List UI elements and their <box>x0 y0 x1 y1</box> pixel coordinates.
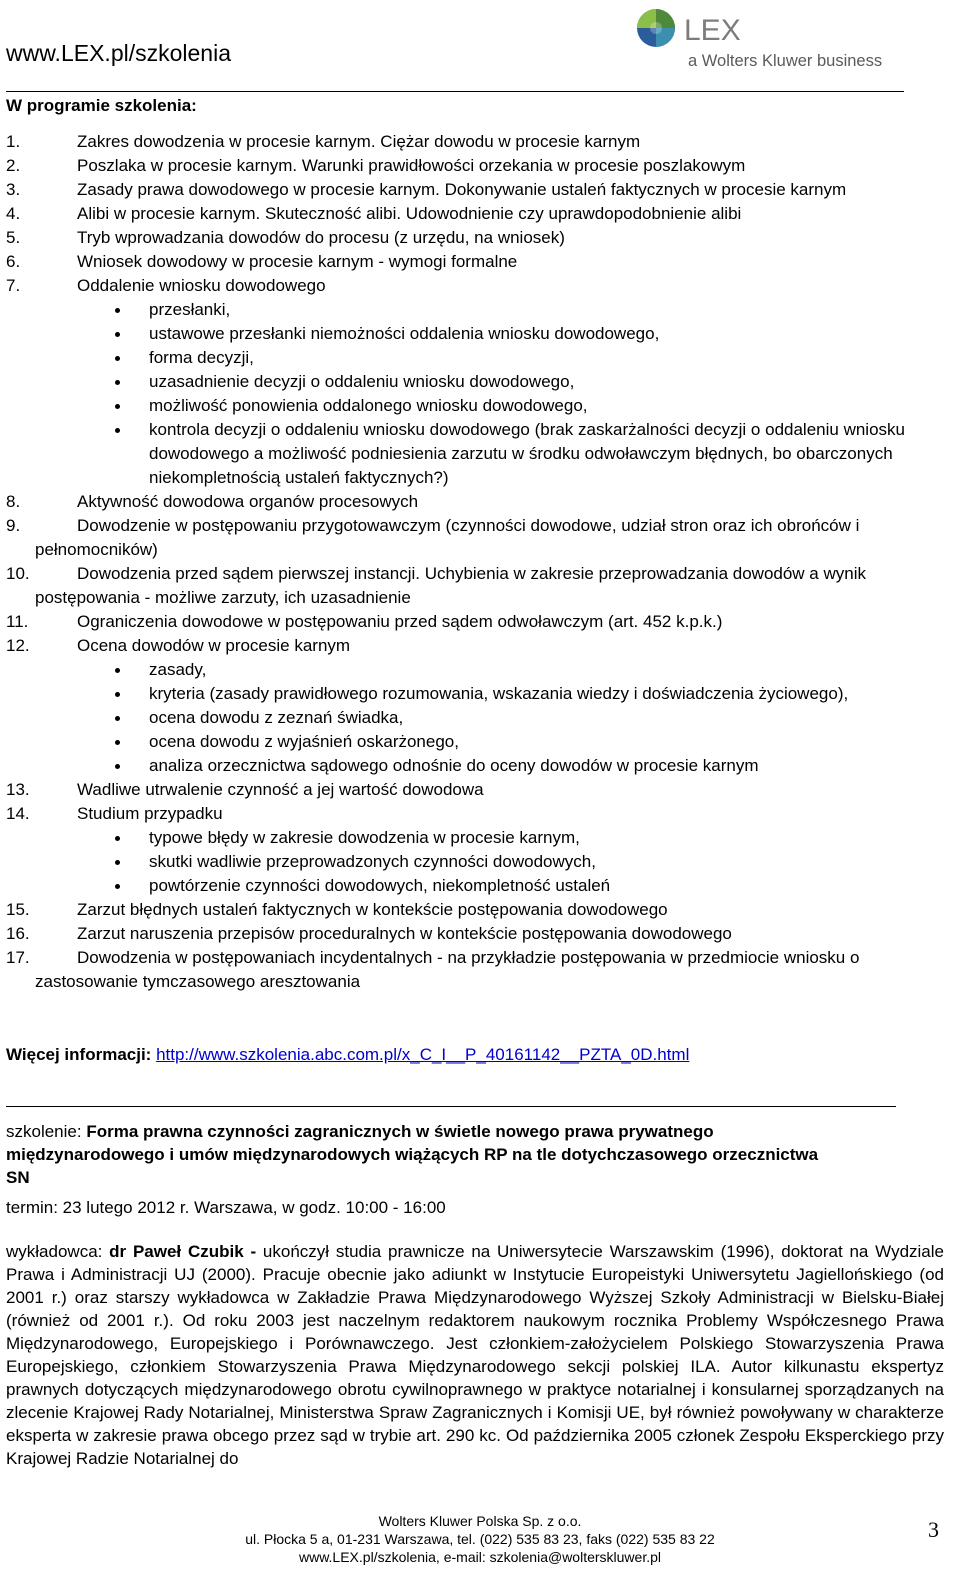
program-item-number: 7. <box>6 276 21 295</box>
bullet-icon <box>115 356 120 361</box>
course-heading <box>6 1120 836 1189</box>
footer-contact: www.LEX.pl/szkolenia, e-mail: szkolenia@wolterskluwer.pl <box>298 1549 662 1565</box>
program-item <box>6 514 956 562</box>
bullet-item <box>6 754 956 778</box>
lecturer-prefix: wykładowca: <box>6 1242 103 1261</box>
bullet-item <box>6 298 956 322</box>
bullet-icon <box>115 404 120 409</box>
logo-text: LEX <box>684 14 741 47</box>
bullet-icon <box>115 836 120 841</box>
bullet-text: kryteria (zasady prawidłowego rozumowania, wskazania wiedzy i doświadczenia życiowego), <box>149 684 849 703</box>
program-item-text: Tryb wprowadzania dowodów do procesu (z urzędu, na wniosek) <box>77 228 565 247</box>
lecturer-name: dr Paweł Czubik - <box>109 1242 257 1261</box>
bullet-text: forma decyzji, <box>149 348 254 367</box>
program-item-number: 3. <box>6 180 21 199</box>
bullet-item <box>6 346 956 370</box>
program-item-number: 4. <box>6 204 21 223</box>
bullet-item <box>6 826 956 850</box>
program-item-text: Wadliwe utrwalenie czynność a jej wartość dowodowa <box>77 780 484 799</box>
bullet-icon <box>115 308 120 313</box>
site-url[interactable]: www.LEX.pl/szkolenia <box>6 40 231 66</box>
bullet-icon <box>115 884 120 889</box>
bullet-text: ocena dowodu z wyjaśnień oskarżonego, <box>149 732 459 751</box>
more-info-link[interactable]: http://www.szkolenia.abc.com.pl/x_C_I__P_40161142__PZTA_0D.html <box>156 1045 690 1064</box>
bullet-text: ocena dowodu z zeznań świadka, <box>149 708 404 727</box>
program-item-number: 16. <box>6 924 30 943</box>
bullet-text: typowe błędy w zakresie dowodzenia w procesie karnym, <box>149 828 580 847</box>
page-number: 3 <box>928 1517 939 1542</box>
program-item-text: Zarzut błędnych ustaleń faktycznych w kontekście postępowania dowodowego <box>77 900 668 919</box>
program-item-text: Alibi w procesie karnym. Skuteczność alibi. Udowodnienie czy uprawdopodobnienie alibi <box>77 204 742 223</box>
program-item <box>6 490 956 514</box>
section-divider <box>6 1106 896 1107</box>
program-item-text: Zarzut naruszenia przepisów proceduralnych w kontekście postępowania dowodowego <box>77 924 732 943</box>
program-item <box>6 898 956 922</box>
bullet-list <box>6 826 956 898</box>
bullet-item <box>6 850 956 874</box>
program-item <box>6 562 956 610</box>
program-item-number: 13. <box>6 780 30 799</box>
more-info <box>6 1045 689 1065</box>
program-title: W programie szkolenia: <box>6 96 197 115</box>
program-item-number: 10. <box>6 564 30 583</box>
program-item-text: Aktywność dowodowa organów procesowych <box>77 492 419 511</box>
program-item-text: Wniosek dowodowy w procesie karnym - wymogi formalne <box>77 252 518 271</box>
bullet-item <box>6 370 956 394</box>
bullet-icon <box>115 668 120 673</box>
program-item-text: Zasady prawa dowodowego w procesie karnym. Dokonywanie ustaleń faktycznych w procesie karnym <box>77 180 847 199</box>
program-item-text: Dowodzenia przed sądem pierwszej instancji. Uchybienia w zakresie przeprowadzania dowodów a wynik postępowania - możliwe zarzuty, ich uzasadnienie <box>35 564 866 607</box>
bullet-icon <box>115 692 120 697</box>
program-item-number: 5. <box>6 228 21 247</box>
program-item-number: 15. <box>6 900 30 919</box>
bullet-text: przesłanki, <box>149 300 231 319</box>
lecturer-bio <box>6 1240 944 1470</box>
program-item <box>6 634 956 658</box>
bullet-item <box>6 682 956 706</box>
bullet-text: ustawowe przesłanki niemożności oddalenia wniosku dowodowego, <box>149 324 660 343</box>
program-item-text: Dowodzenia w postępowaniach incydentalnych - na przykładzie postępowania w przedmiocie wniosku o zastosowanie tymczasowego aresztowania <box>35 948 860 991</box>
program-item-text: Poszlaka w procesie karnym. Warunki prawidłowości orzekania w procesie poszlakowym <box>77 156 746 175</box>
program-item-number: 14. <box>6 804 30 823</box>
bullet-icon <box>115 716 120 721</box>
bullet-list <box>6 298 956 490</box>
lex-logo <box>636 6 916 74</box>
header-divider <box>6 91 904 92</box>
bullet-item <box>6 706 956 730</box>
bullet-list <box>6 658 956 778</box>
program-item-number: 12. <box>6 636 30 655</box>
bullet-item <box>6 874 956 898</box>
course-title: Forma prawna czynności zagranicznych w świetle nowego prawa prywatnego międzynarodowego i umów międzynarodowych wiążących RP na tle dotychczasowego orzecznictwa SN <box>6 1122 819 1187</box>
logo-subtitle: a Wolters Kluwer business <box>688 52 883 70</box>
lex-logo-icon <box>636 6 916 74</box>
bullet-icon <box>115 332 120 337</box>
program-item <box>6 250 956 274</box>
program-item <box>6 802 956 826</box>
course-prefix: szkolenie: <box>6 1122 82 1141</box>
program-item-number: 17. <box>6 948 30 967</box>
program-item-number: 2. <box>6 156 21 175</box>
program-item <box>6 922 956 946</box>
bullet-item <box>6 658 956 682</box>
program-item-text: Ograniczenia dowodowe w postępowaniu przed sądem odwoławczym (art. 452 k.p.k.) <box>77 612 723 631</box>
bullet-text: skutki wadliwie przeprowadzonych czynności dowodowych, <box>149 852 596 871</box>
bullet-icon <box>115 860 120 865</box>
course-date: termin: 23 lutego 2012 r. Warszawa, w godz. 10:00 - 16:00 <box>6 1198 446 1217</box>
bullet-icon <box>115 380 120 385</box>
program-item-text: Studium przypadku <box>77 804 223 823</box>
program-item <box>6 946 956 994</box>
program-item-text: Ocena dowodów w procesie karnym <box>77 636 351 655</box>
program-item-number: 9. <box>6 516 21 535</box>
program-item <box>6 778 956 802</box>
bullet-icon <box>115 764 120 769</box>
program-item-text: Dowodzenie w postępowaniu przygotowawczym (czynności dowodowe, udział stron oraz ich obrońców i pełnomocników) <box>35 516 860 559</box>
bullet-text: analiza orzecznictwa sądowego odnośnie do oceny dowodów w procesie karnym <box>149 756 759 775</box>
bullet-icon <box>115 428 120 433</box>
program-list <box>6 130 956 994</box>
bullet-text: zasady, <box>149 660 207 679</box>
program-item-number: 8. <box>6 492 21 511</box>
bullet-text: kontrola decyzji o oddaleniu wniosku dowodowego (brak zaskarżalności decyzji o oddaleniu wniosku dowodowego a możliwość podniesienia zarzutu w środku odwoławczym błędnych, bo obarczonych niekompletnością ustaleń faktycznych?) <box>149 420 905 487</box>
footer <box>0 1512 960 1566</box>
lecturer-text: ukończył studia prawnicze na Uniwersytecie Warszawskim (1996), doktorat na Wydziale Prawa i Administracji UJ (2000). Pracuje obecnie jako adiunkt w Instytucie Europeistyki Uniwersytetu Jagiellońskiego (od 2001 r.) oraz starszy wykładowca w Zakładzie Prawa Międzynarodowego Wyższej Szkoły Administracji w Bielsku-Białej (również od 2001 r.). Od roku 2003 jest naczelnym redaktorem naukowym rocznika Problemy Współczesnego Prawa Międzynarodowego, Europejskiego i Porównawczego. Jest członkiem-założycielem Polskiego Stowarzyszenia Prawa Europejskiego, członkiem Stowarzyszenia Prawa Międzynarodowego sekcji polskiej ILA. Autor kilkunastu ekspertyz prawnych dotyczących międzynarodowego obrotu cywilnoprawnego w praktyce notarialnej i konsularnej sporządzanych na zlecenie Krajowej Rady Notarialnej, Ministerstwa Spraw Zagranicznych i Komisji UE, był również powoływany w charakterze eksperta w zakresie prawa obcego przez sąd w trybie art. 290 kc. Od października 2005 członek Zespołu Eksperckiego przy Krajowej Radzie Notarialnej do <box>6 1242 944 1468</box>
program-item <box>6 130 956 154</box>
program-item <box>6 202 956 226</box>
program-item-number: 1. <box>6 132 21 151</box>
program-item-number: 11. <box>6 612 29 631</box>
bullet-text: uzasadnienie decyzji o oddaleniu wniosku dowodowego, <box>149 372 575 391</box>
program-item-number: 6. <box>6 252 21 271</box>
bullet-item <box>6 394 956 418</box>
program-item <box>6 610 956 634</box>
bullet-item <box>6 322 956 346</box>
bullet-text: możliwość ponowienia oddalonego wniosku dowodowego, <box>149 396 588 415</box>
bullet-icon <box>115 740 120 745</box>
program-item <box>6 226 956 250</box>
program-item-text: Oddalenie wniosku dowodowego <box>77 276 326 295</box>
bullet-text: powtórzenie czynności dowodowych, niekompletność ustaleń <box>149 876 611 895</box>
program-item-text: Zakres dowodzenia w procesie karnym. Ciężar dowodu w procesie karnym <box>77 132 641 151</box>
more-info-label: Więcej informacji: <box>6 1045 152 1064</box>
program-item <box>6 274 956 298</box>
program-item <box>6 178 956 202</box>
bullet-item <box>6 730 956 754</box>
program-item <box>6 154 956 178</box>
bullet-item <box>6 418 956 490</box>
footer-address: ul. Płocka 5 a, 01-231 Warszawa, tel. (022) 535 83 23, faks (022) 535 83 22 <box>245 1531 715 1547</box>
footer-company: Wolters Kluwer Polska Sp. z o.o. <box>378 1513 582 1529</box>
